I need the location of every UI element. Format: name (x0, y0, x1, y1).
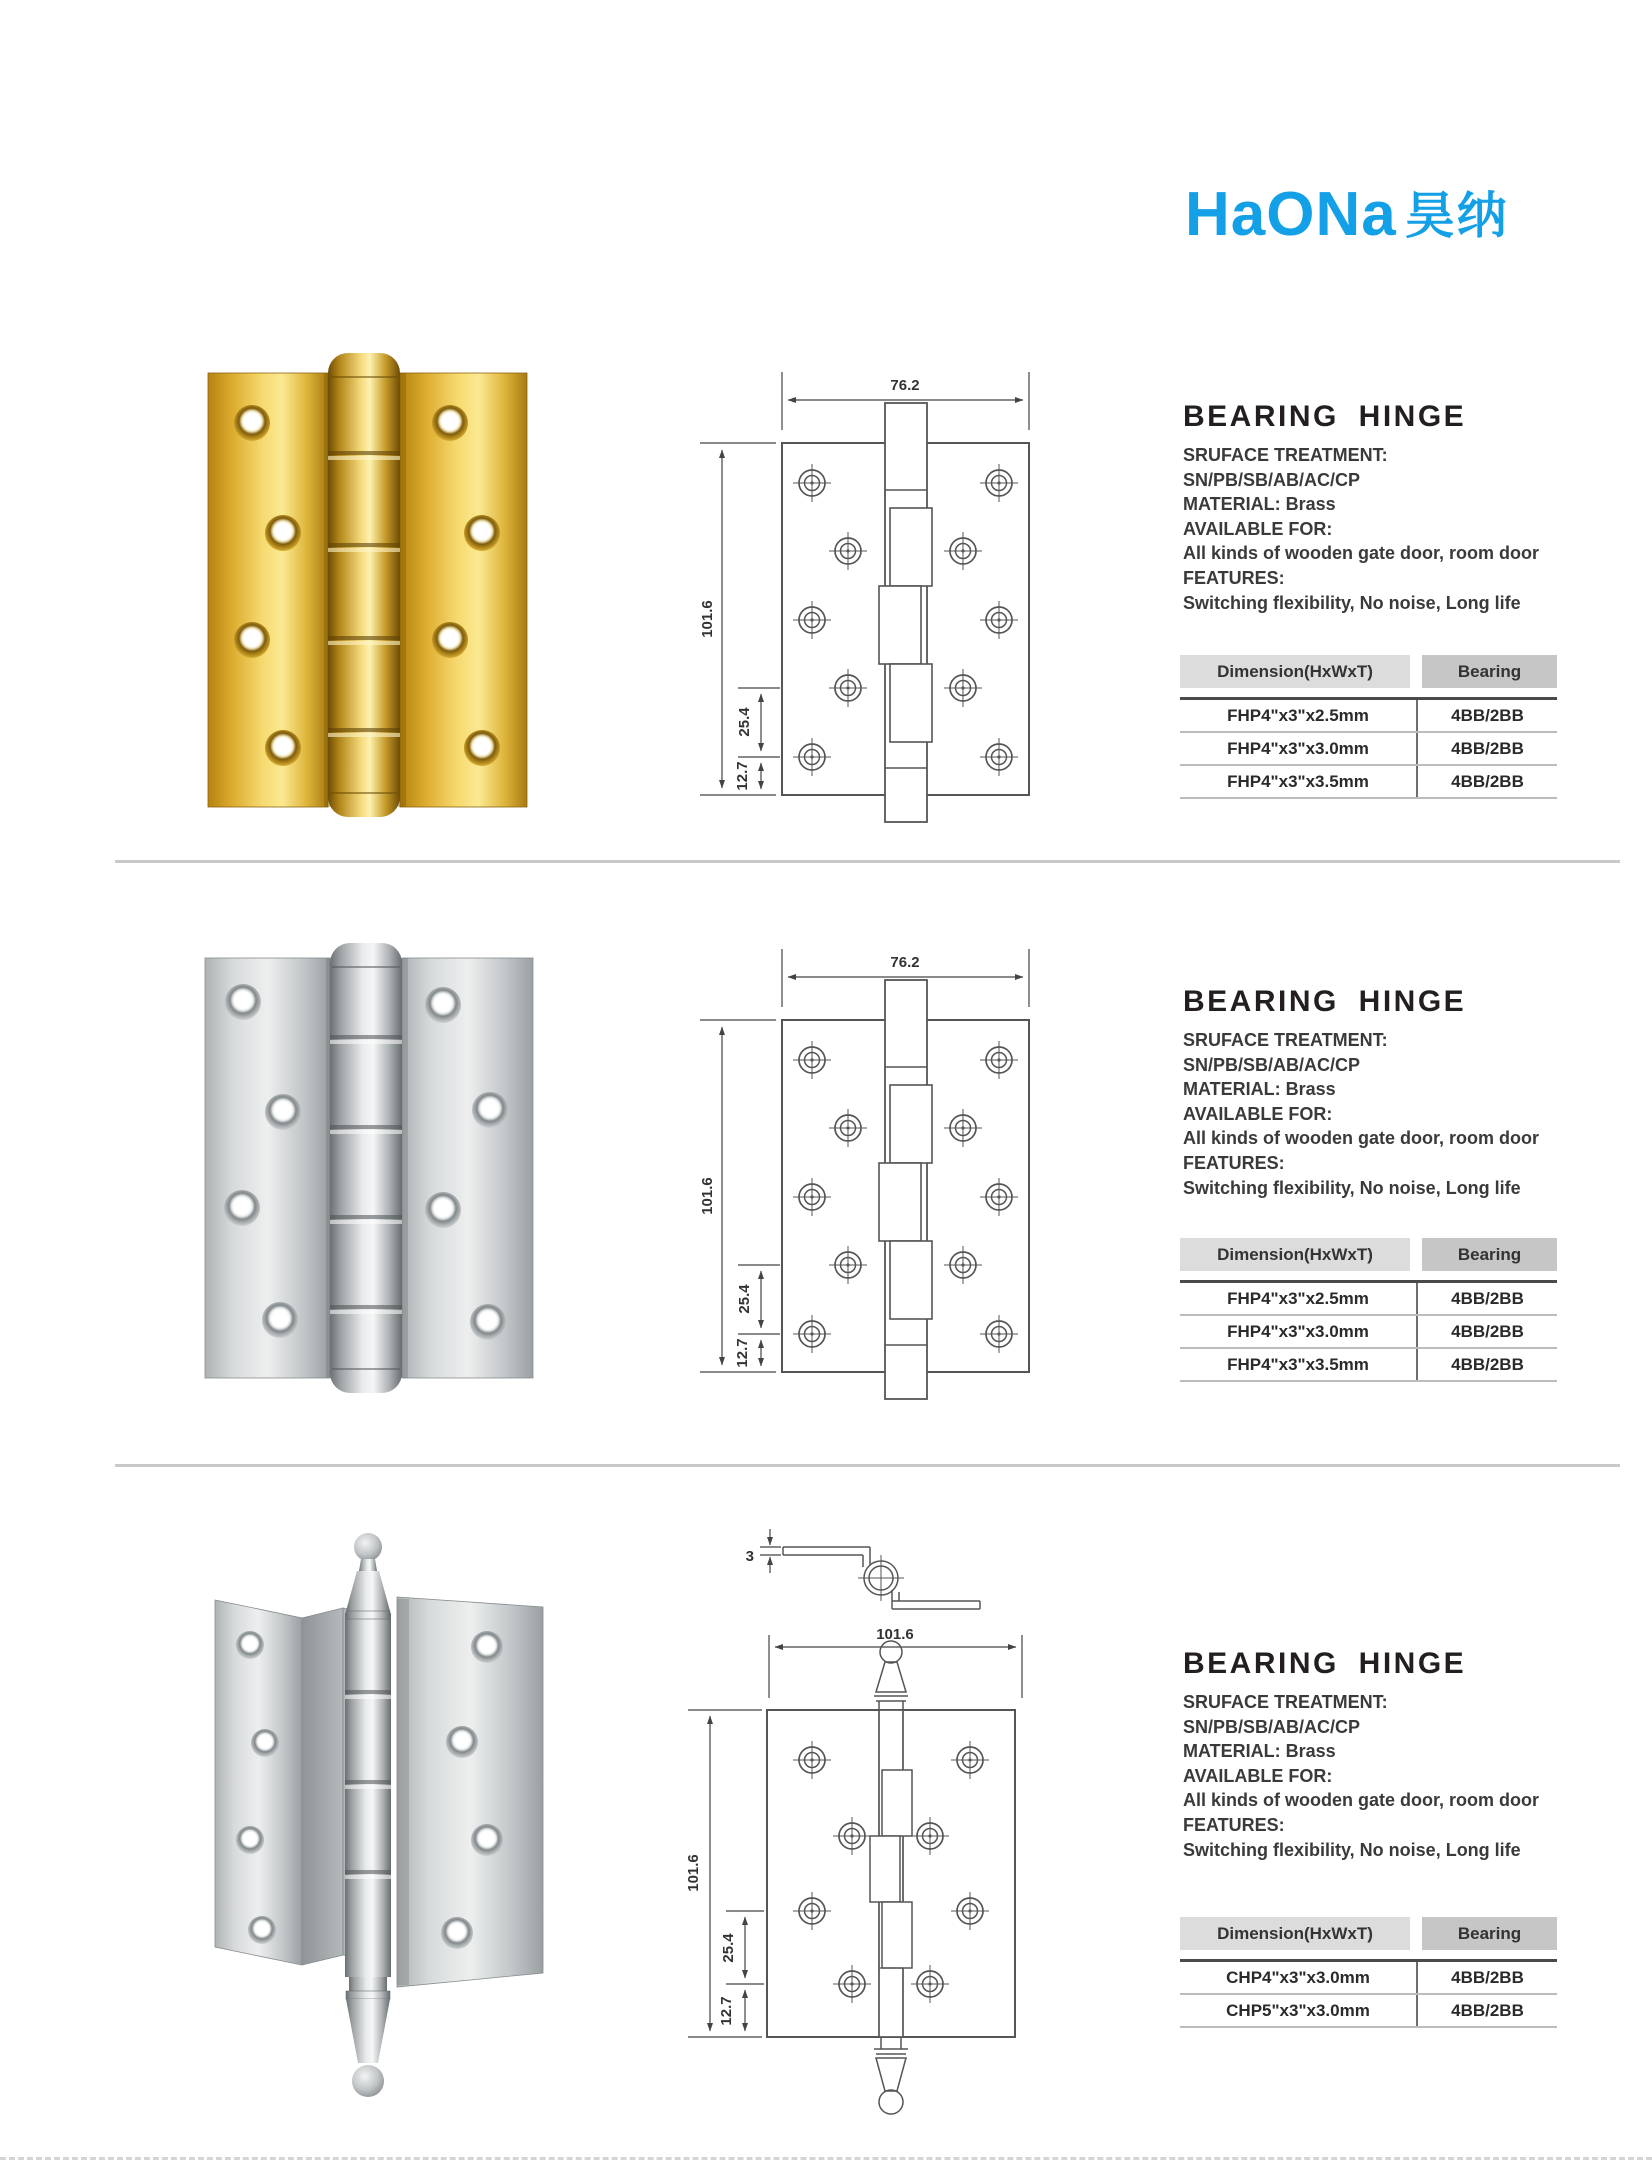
col-dimension: Dimension(HxWxT) (1217, 1923, 1373, 1943)
spec-surface-treatment: SRUFACE TREATMENT: (1183, 445, 1388, 465)
dimension-value: FHP4"x3"x3.0mm (1227, 738, 1369, 758)
dimension-value: CHP5"x3"x3.0mm (1226, 2000, 1370, 2020)
col-dimension: Dimension(HxWxT) (1217, 661, 1373, 681)
technical-drawing-flat-hinge-1 (690, 360, 1050, 840)
dimension-value: CHP4"x3"x3.0mm (1226, 1967, 1370, 1987)
table-row (1180, 766, 1557, 799)
spec-available-for: AVAILABLE FOR: (1183, 1765, 1333, 1786)
technical-drawing-flat-hinge-2 (690, 937, 1050, 1417)
bearing-value: 4BB/2BB (1451, 2000, 1524, 2020)
crown-drawing-lines (688, 1529, 1022, 2114)
col-bearing: Bearing (1457, 661, 1522, 681)
page-bottom-dashed-line (0, 2157, 1652, 2160)
spec-feature-list: Switching flexibility, No noise, Long life (1183, 1177, 1521, 1198)
spec-features: FEATURES: (1183, 567, 1285, 588)
dim-edge-label: 12.7 (734, 1338, 751, 1368)
dim-thickness-label: 3 (745, 1548, 754, 1565)
spec-applications: All kinds of wooden gate door, room door (1183, 1790, 1540, 1811)
table-row (1180, 1316, 1557, 1349)
spec-table-body (1180, 1959, 1557, 2028)
dim-edge-label: 12.7 (718, 1996, 735, 2026)
spec-applications: All kinds of wooden gate door, room door (1183, 543, 1540, 564)
dim-height-label: 101.6 (699, 600, 716, 638)
table-row (1180, 733, 1557, 766)
bearing-value: 4BB/2BB (1451, 738, 1524, 758)
spec-finishes: SN/PB/SB/AB/AC/CP (1183, 1716, 1361, 1737)
dim-width-label: 76.2 (890, 954, 920, 971)
spec-table-3 (1180, 1917, 1557, 2028)
spec-table-body (1180, 697, 1557, 799)
bearing-value: 4BB/2BB (1451, 771, 1524, 791)
col-dimension: Dimension(HxWxT) (1217, 1244, 1373, 1264)
section-divider-1 (115, 860, 1620, 863)
product-info-2 (1183, 985, 1603, 1200)
brand-logo (1185, 180, 1509, 249)
spec-surface-treatment: SRUFACE TREATMENT: (1183, 1692, 1388, 1712)
dimension-value: FHP4"x3"x2.5mm (1227, 705, 1369, 725)
dimension-value: FHP4"x3"x3.0mm (1227, 1321, 1369, 1341)
dim-pitch-label: 25.4 (720, 1933, 737, 1963)
spec-table-header (1180, 1917, 1557, 1950)
steel-hinge-art (205, 943, 533, 1393)
crown-hinge-art (215, 1533, 543, 2097)
col-bearing: Bearing (1457, 1923, 1522, 1943)
bearing-value: 4BB/2BB (1451, 1321, 1524, 1341)
table-row (1180, 1283, 1557, 1316)
dim-edge-label: 12.7 (734, 761, 751, 791)
product-info-1 (1183, 400, 1603, 615)
bearing-value: 4BB/2BB (1451, 705, 1524, 725)
table-row (1180, 1962, 1557, 1995)
spec-feature-list: Switching flexibility, No noise, Long life (1183, 1839, 1521, 1860)
spec-finishes: SN/PB/SB/AB/AC/CP (1183, 1054, 1361, 1075)
spec-surface-treatment: SRUFACE TREATMENT: (1183, 1030, 1388, 1050)
dim-height-label: 101.6 (685, 1854, 702, 1892)
brass-hinge-art (208, 353, 527, 817)
bearing-value: 4BB/2BB (1451, 1354, 1524, 1374)
product-photo-crown-tip-hinge (185, 1525, 565, 2120)
dimension-value: FHP4"x3"x2.5mm (1227, 1288, 1369, 1308)
product-title: BEARING HINGE (1183, 985, 1467, 1018)
header-gap (1410, 1917, 1422, 1950)
spec-finishes: SN/PB/SB/AB/AC/CP (1183, 469, 1361, 490)
dim-width-label: 101.6 (876, 1626, 914, 1643)
spec-table-1 (1180, 655, 1557, 799)
header-gap (1410, 1238, 1422, 1271)
brand-logo-cjk: 昊纳 (1404, 188, 1509, 244)
spec-material: MATERIAL: Brass (1183, 1079, 1336, 1100)
product-photo-brass-hinge (200, 345, 540, 825)
spec-applications: All kinds of wooden gate door, room door (1183, 1128, 1540, 1149)
spec-available-for: AVAILABLE FOR: (1183, 1103, 1333, 1124)
dimension-value: FHP4"x3"x3.5mm (1227, 1354, 1369, 1374)
spec-features: FEATURES: (1183, 1814, 1285, 1835)
header-gap (1410, 655, 1422, 688)
spec-feature-list: Switching flexibility, No noise, Long life (1183, 592, 1521, 613)
bearing-value: 4BB/2BB (1451, 1967, 1524, 1987)
spec-material: MATERIAL: Brass (1183, 494, 1336, 515)
dim-pitch-label: 25.4 (736, 1284, 753, 1314)
section-divider-2 (115, 1464, 1620, 1467)
table-row (1180, 700, 1557, 733)
spec-table-body (1180, 1280, 1557, 1382)
spec-table-header (1180, 655, 1557, 688)
spec-features: FEATURES: (1183, 1152, 1285, 1173)
spec-table-header (1180, 1238, 1557, 1271)
product-photo-stainless-hinge (195, 935, 540, 1405)
table-row (1180, 1995, 1557, 2028)
product-info-3 (1183, 1647, 1603, 1862)
dim-width-label: 76.2 (890, 377, 920, 394)
dim-height-label: 101.6 (699, 1177, 716, 1215)
bearing-value: 4BB/2BB (1451, 1288, 1524, 1308)
spec-table-2 (1180, 1238, 1557, 1382)
dimension-value: FHP4"x3"x3.5mm (1227, 771, 1369, 791)
dim-pitch-label: 25.4 (736, 707, 753, 737)
product-title: BEARING HINGE (1183, 400, 1467, 433)
col-bearing: Bearing (1457, 1244, 1522, 1264)
spec-material: MATERIAL: Brass (1183, 1741, 1336, 1762)
brand-logo-latin: HaONa (1185, 180, 1397, 249)
spec-available-for: AVAILABLE FOR: (1183, 518, 1333, 539)
product-title: BEARING HINGE (1183, 1647, 1467, 1680)
table-row (1180, 1349, 1557, 1382)
technical-drawing-crown-hinge (680, 1520, 1060, 2140)
